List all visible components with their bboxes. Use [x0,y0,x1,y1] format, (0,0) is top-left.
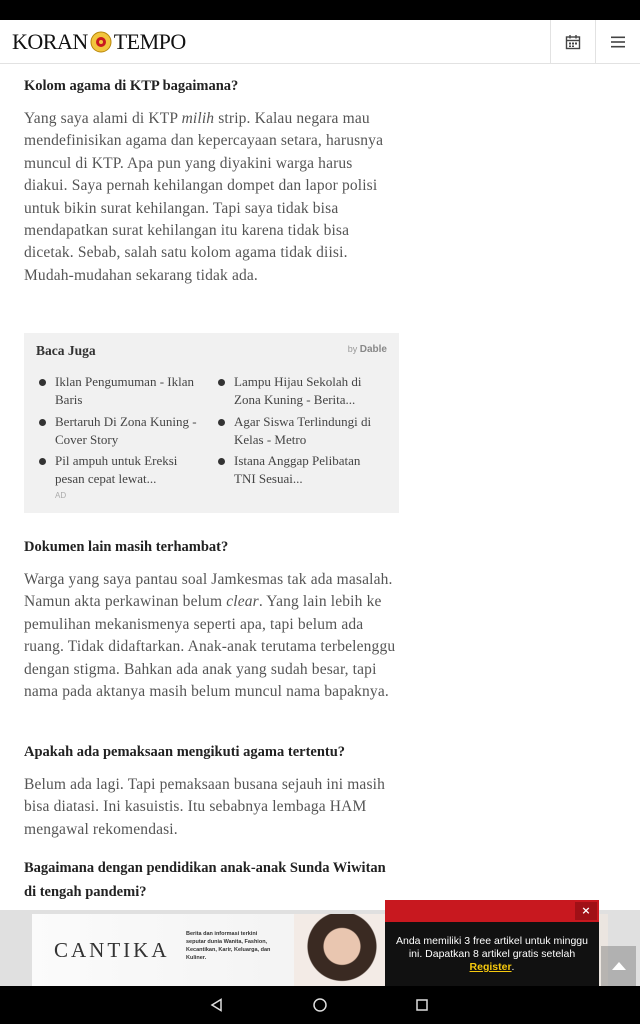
related-article-link[interactable]: Iklan Pengumuman - Iklan Baris [55,373,205,408]
recents-square-icon [415,998,429,1012]
sponsored-article-link[interactable]: Pil ampuh untuk Ereksi pesan cepat lewat... [55,452,205,487]
popup-period: . [511,961,515,973]
answer-emphasis: clear [226,593,259,611]
answer-text: . Yang lain lebih ke pemulihan mekanismenya seperti apa, tapi belum ada ruang. Tidak didaftarkan. Anak-anak terutama terbelenggu dengan stigma. Bahkan ada anak yang sudah besar, tapi nama pada aktanya masih belum muncul nama bapaknya. [24,593,396,701]
related-article-link[interactable]: Istana Anggap Pelibatan TNI Sesuai... [234,452,384,487]
home-circle-icon [312,997,328,1013]
dable-logo: Dable [359,344,387,355]
logo-text-left: KORAN [12,29,88,54]
interview-answer: Belum ada lagi. Tapi pemaksaan busana sejauh ini masih bisa diatasi. Ini kasuistis. Itu sebabnya lembaga HAM mengawal rekomendasi. [24,776,385,838]
answer-text: Warga yang saya pantau soal Jamkesmas tak ada masalah. Namun akta perkawinan belum [24,571,393,611]
close-button[interactable]: × [575,902,597,920]
related-article-link[interactable]: Lampu Hijau Sekolah di Zona Kuning - Berita... [234,373,384,408]
menu-button[interactable] [595,20,640,64]
cantika-description: Berita dan informasi terkini seputar dunia Wanita, Fashion, Kecantikan, Karir, Keluarga, dan Kuliner. [186,931,271,961]
popup-message [393,935,591,974]
chevron-up-icon [611,961,627,971]
logo-text-right: TEMPO [113,29,186,54]
answer-emphasis: milih [181,110,215,127]
koran-tempo-logo[interactable] [12,29,186,55]
popup-header [385,900,599,922]
back-triangle-icon [210,998,224,1012]
cantika-model-photo [294,914,390,986]
answer-text: strip. Kalau negara mau mendefinisikan agama dan kepercayaan setara, harusnya muncul di KTP. Apa pun yang diyakini warga harus diakui. Saya pernah kehilangan dompet dan lapor polisi untuk bikin surat kehilangan. Tapi saya tidak bisa mendapatkan surat kehilangan itu karena tidak bisa dicetak. Sebab, salah satu kolom agama tidak diisi. Mudah-mudahan sekarang tidak ada. [24,110,384,284]
attribution-by: by [347,344,358,354]
popup-message-text: Anda memiliki 3 free artikel untuk minggu ini. Dapatkan 8 artikel gratis setelah [395,935,588,960]
cantika-logo: CANTIKA [54,938,170,962]
interview-answer [24,569,400,703]
interview-question: Bagaimana dengan pendidikan anak-anak Sunda Wiwitan di tengah pandemi? [24,860,386,900]
home-button[interactable] [306,992,334,1018]
android-navigation-bar [0,986,640,1024]
interview-answer [24,108,400,287]
related-article-link[interactable]: Agar Siswa Terlindungi di Kelas - Metro [234,413,384,448]
status-bar [0,0,640,20]
top-navigation-bar [0,20,640,64]
calendar-icon [565,34,581,50]
register-link[interactable]: Register [469,961,512,973]
free-article-popup [385,900,599,986]
interview-question: Kolom agama di KTP bagaimana? [24,78,239,94]
related-article-link[interactable]: Bertaruh Di Zona Kuning - Cover Story [55,413,205,448]
scroll-to-top-button[interactable] [601,946,636,986]
calendar-button[interactable] [550,20,595,64]
recents-button[interactable] [408,992,436,1018]
sun-emblem-icon [90,31,112,53]
back-button[interactable] [203,992,231,1018]
answer-text: Yang saya alami di KTP [24,110,182,127]
hamburger-menu-icon [610,35,626,49]
interview-question: Dokumen lain masih terhambat? [24,539,229,555]
dable-attribution[interactable] [348,344,387,355]
ad-label: AD [55,491,67,500]
interview-question: Apakah ada pemaksaan mengikuti agama tertentu? [24,744,346,760]
related-articles-box [24,333,399,513]
related-articles-title: Baca Juga [36,343,96,358]
